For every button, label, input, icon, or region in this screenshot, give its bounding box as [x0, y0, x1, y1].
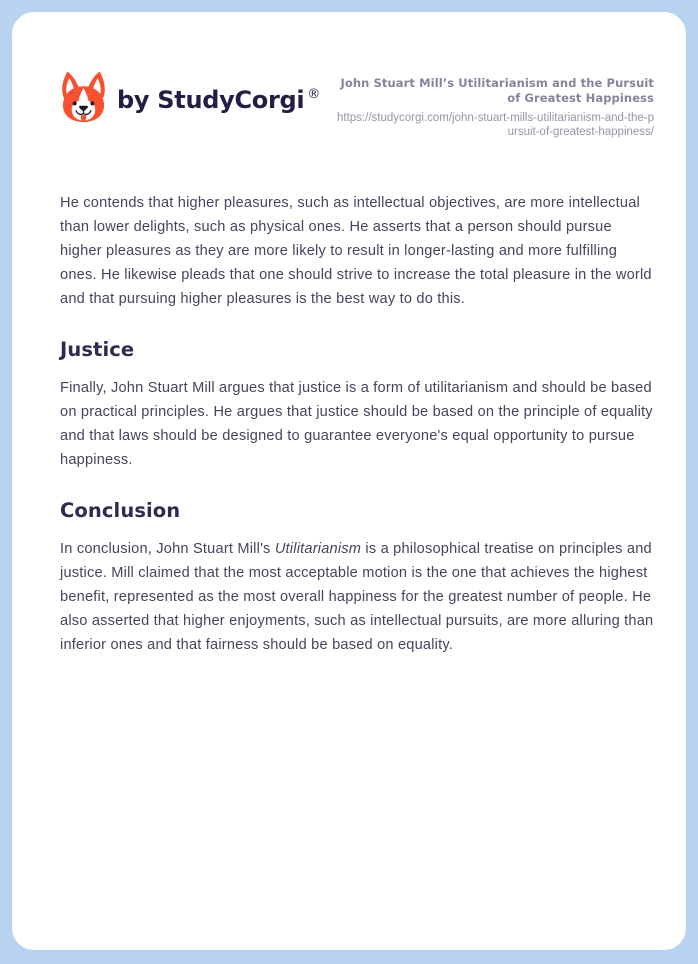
document-title: John Stuart Mill’s Utilitarianism and the Pursuit of Greatest Happiness	[340, 76, 654, 106]
conclusion-text-start: In conclusion, John Stuart Mill's	[60, 541, 275, 558]
document-card	[12, 12, 686, 950]
conclusion-text-end: is a philosophical treatise on principles and justice. Mill claimed that the most acceptable motion is the one that achieves the highest benefit, represented as the most overall happiness for the greatest number of people. He also asserted that higher enjoyments, such as intellectual pursuits, are more alluring than inferior ones and that fairness should be based on equality.	[60, 541, 654, 654]
section-heading-conclusion: Conclusion	[60, 499, 181, 523]
brand-name: by StudyCorgi ®	[117, 86, 320, 114]
section-heading-justice: Justice	[60, 338, 135, 362]
document-meta	[334, 66, 654, 139]
document-body	[60, 191, 654, 657]
document-url-link[interactable]: https://studycorgi.com/john-stuart-mills-utilitarianism-and-the-pursuit-of-greatest-happiness/	[337, 111, 654, 138]
corgi-logo-icon	[60, 66, 107, 123]
book-title-italic: Utilitarianism	[274, 541, 362, 558]
registered-trademark: ®	[307, 87, 320, 102]
intro-paragraph: He contends that higher pleasures, such as intellectual objectives, are more intellectual than lower delights, such as physical ones. He asserts that a person should pursue higher pleasures as they are more likely to result in longer-lasting and more fulfilling ones. He likewise pleads that one should strive to increase the total pleasure in the world and that pursuing higher pleasures is the best way to do this.	[60, 195, 652, 308]
brand	[60, 66, 320, 123]
section-paragraph-justice: Finally, John Stuart Mill argues that justice is a form of utilitarianism and should be based on practical principles. He argues that justice should be based on the principle of equality and that laws should be designed to guarantee everyone's equal opportunity to pursue happiness.	[60, 380, 653, 469]
section-paragraph-conclusion	[60, 537, 654, 657]
document-header	[60, 66, 654, 139]
